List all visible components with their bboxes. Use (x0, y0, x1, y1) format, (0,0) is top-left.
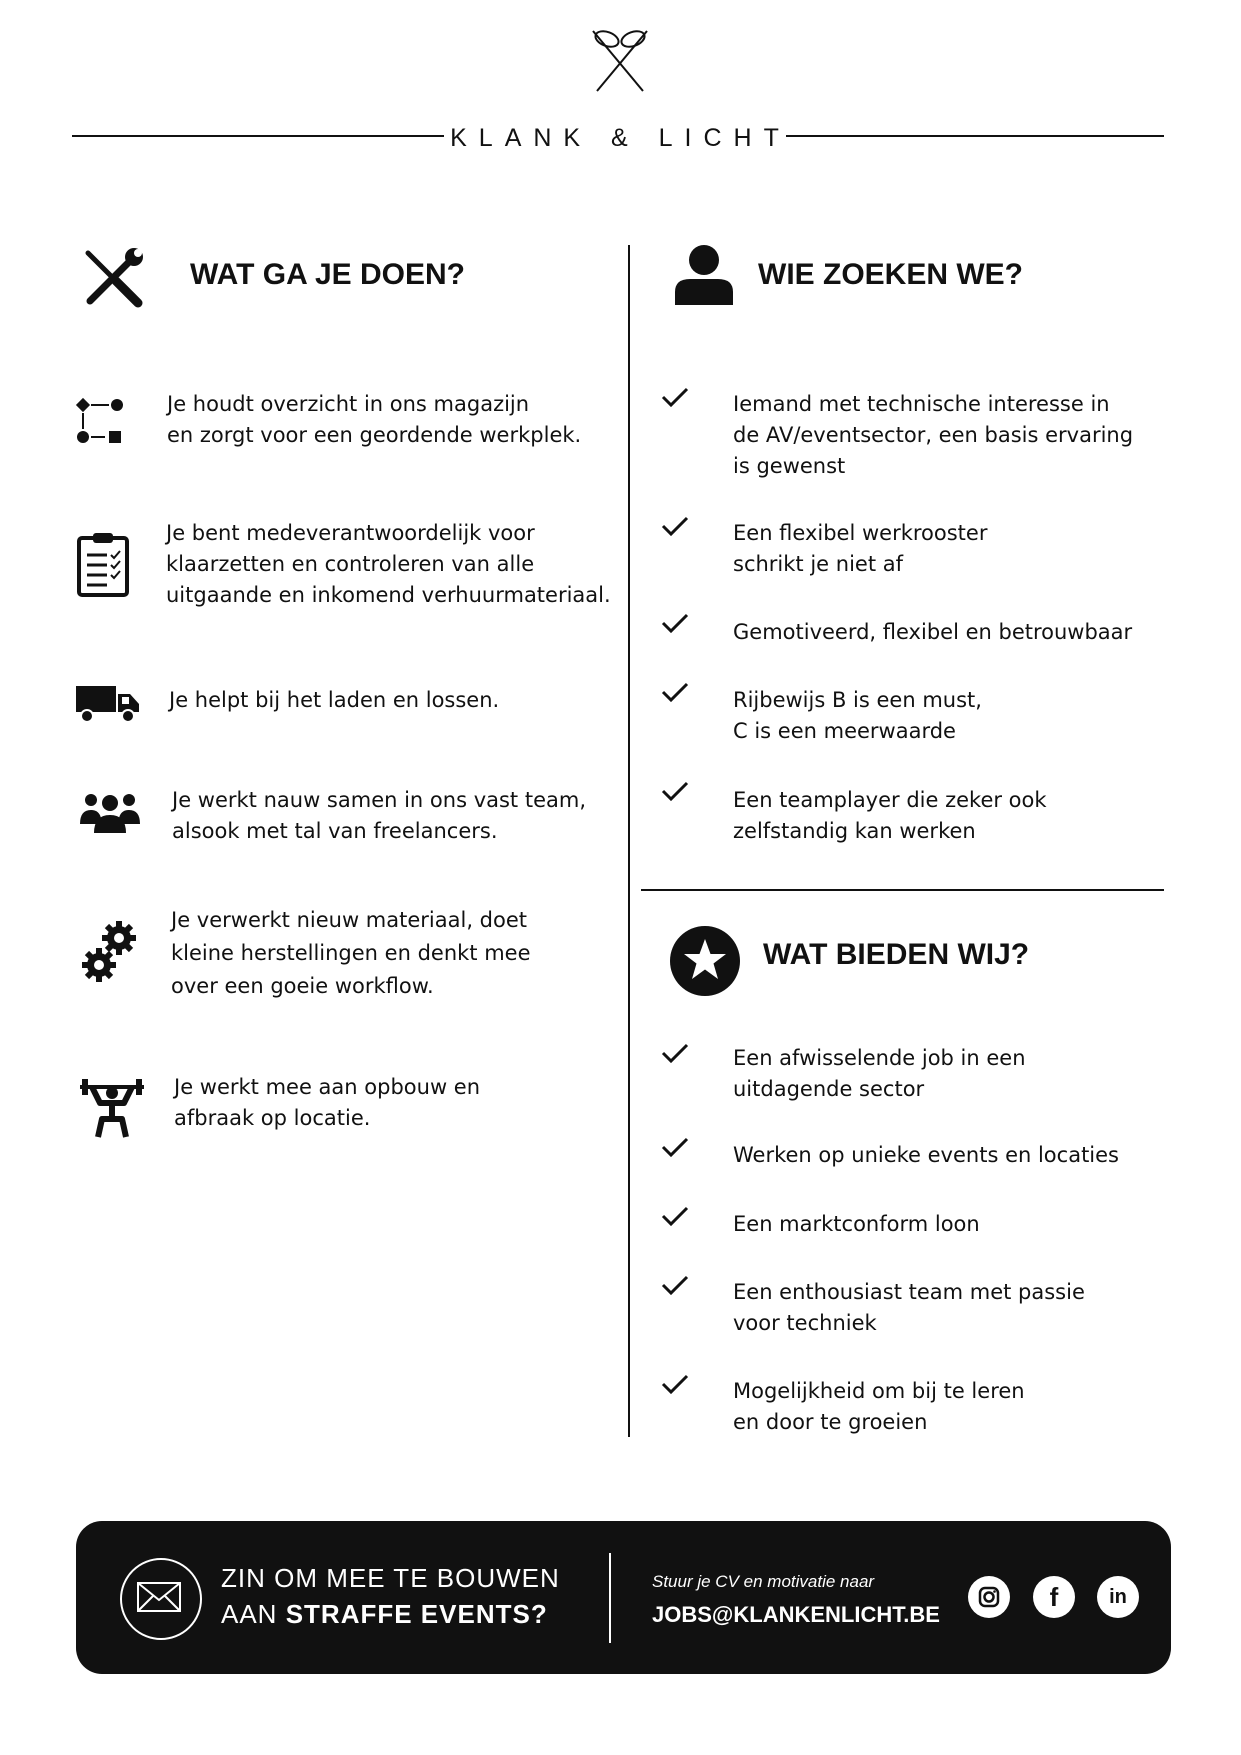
check-icon (660, 385, 690, 409)
linkedin-icon[interactable]: in (1097, 1576, 1139, 1618)
section-title-offer: WAT BIEDEN WIJ? (763, 938, 1030, 971)
contact-banner (76, 1521, 1171, 1674)
check-icon (660, 1372, 690, 1396)
task-item-4: Je werkt nauw samen in ons vast team, alsook met tal van freelancers. (172, 788, 586, 843)
instagram-icon[interactable] (968, 1576, 1010, 1618)
check-icon (660, 514, 690, 538)
check-icon (660, 1273, 690, 1297)
offer-item-5: Mogelijkheid om bij te leren en door te groeien (733, 1379, 1025, 1434)
profile-item-5: Een teamplayer die zeker ook zelfstandig kan werken (733, 788, 1047, 843)
check-icon (660, 779, 690, 803)
profile-item-1: Iemand met technische interesse in de AV/eventsector, een basis ervaring is gewenst (733, 392, 1134, 478)
offer-item-3: Een marktconform loon (733, 1212, 980, 1236)
column-divider (628, 245, 630, 1437)
footer-divider (609, 1553, 611, 1643)
truck-icon (75, 684, 141, 724)
task-item-2: Je bent medeverantwoordelijk voor klaarzetten en controleren van alle uitgaande en inkomend verhuurmateriaal. (166, 521, 611, 607)
mail-icon (120, 1558, 202, 1640)
person-icon (674, 244, 734, 306)
tools-icon (80, 245, 146, 311)
task-item-5: Je verwerkt nieuw materiaal, doet kleine herstellingen en denkt mee over een goeie workflow. (171, 908, 531, 998)
offer-item-4: Een enthousiast team met passie voor techniek (733, 1280, 1085, 1335)
star-icon (669, 925, 741, 997)
offer-item-1: Een afwisselende job in een uitdagende sector (733, 1046, 1026, 1101)
gears-icon (81, 917, 141, 985)
cta-line-1: ZIN OM MEE TE BOUWEN (221, 1563, 560, 1593)
cta-bold: STRAFFE EVENTS? (285, 1599, 548, 1629)
check-icon (660, 1204, 690, 1228)
clipboard-icon (76, 530, 130, 598)
team-icon (79, 790, 141, 834)
brand-name: KLANK & LICHT (450, 124, 791, 152)
logo-icon (585, 27, 655, 93)
check-icon (660, 680, 690, 704)
task-item-3: Je helpt bij het laden en lossen. (169, 688, 500, 712)
check-icon (660, 1135, 690, 1159)
profile-item-2: Een flexibel werkrooster schrikt je niet af (733, 521, 988, 576)
profile-item-4: Rijbewijs B is een must, C is een meerwaarde (733, 688, 982, 743)
section-title-profile: WIE ZOEKEN WE? (758, 258, 1023, 291)
cta-prefix: AAN (221, 1599, 286, 1629)
offer-item-2: Werken op unieke events en locaties (733, 1143, 1119, 1167)
workflow-icon (75, 397, 127, 449)
section-title-tasks: WAT GA JE DOEN? (190, 258, 466, 291)
cta-line-2 (221, 1599, 548, 1630)
email-link[interactable]: JOBS@KLANKENLICHT.BE (652, 1602, 940, 1627)
section-divider (641, 889, 1164, 891)
send-cv-text: Stuur je CV en motivatie naar (652, 1572, 875, 1591)
task-item-6: Je werkt mee aan opbouw en afbraak op locatie. (174, 1075, 481, 1130)
check-icon (660, 611, 690, 635)
task-item-1: Je houdt overzicht in ons magazijn en zorgt voor een geordende werkplek. (167, 392, 582, 447)
check-icon (660, 1041, 690, 1065)
profile-item-3: Gemotiveerd, flexibel en betrouwbaar (733, 620, 1133, 644)
facebook-icon[interactable]: f (1033, 1576, 1075, 1618)
weightlifter-icon (78, 1077, 146, 1141)
